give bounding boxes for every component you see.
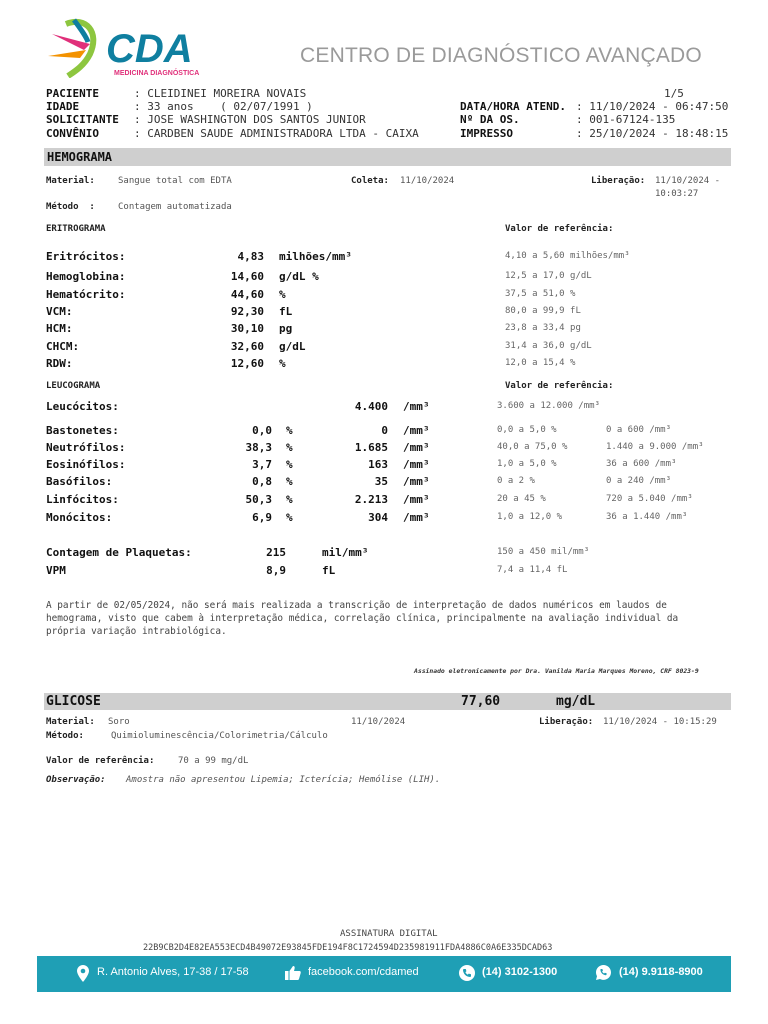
material-label: Material: xyxy=(46,176,95,186)
glicose-liberacao-value: 11/10/2024 - 10:15:29 xyxy=(603,717,717,727)
glicose-obs-value: Amostra não apresentou Lipemia; Icterícia; Hemólise (LIH). xyxy=(126,775,441,785)
leuco-row-pct-unit: % xyxy=(286,441,293,454)
impresso-value: : 25/10/2024 - 18:48:15 xyxy=(576,127,729,140)
vpm-value: 8,9 xyxy=(266,564,286,577)
leuco-row-ref-abs: 36 a 1.440 /mm³ xyxy=(606,512,688,522)
leuco-row-pct: 50,3 xyxy=(245,493,272,506)
leuco-row-pct: 6,9 xyxy=(252,511,272,524)
leucocitos-label: Leucócitos: xyxy=(46,400,119,413)
eritro-row-ref: 23,8 a 33,4 pg xyxy=(505,323,581,333)
glicose-material-value: Soro xyxy=(108,717,130,727)
convenio-value: : CARDBEN SAUDE ADMINISTRADORA LTDA - CAIXA xyxy=(134,127,419,140)
leuco-row-ref-abs: 1.440 a 9.000 /mm³ xyxy=(606,442,704,452)
eritro-ref-title: Valor de referência: xyxy=(505,224,614,234)
leuco-row-abs: 163 xyxy=(368,458,388,471)
coleta-label: Coleta: xyxy=(351,176,389,186)
leucocitos-unit: /mm³ xyxy=(403,400,430,413)
leuco-row-pct: 3,7 xyxy=(252,458,272,471)
glicose-metodo-value: Quimioluminescência/Colorimetria/Cálculo xyxy=(111,731,328,741)
footer-phone[interactable]: (14) 3102-1300 xyxy=(482,966,558,978)
data-atend-label: DATA/HORA ATEND. xyxy=(460,100,566,113)
eritro-row-ref: 37,5 a 51,0 % xyxy=(505,289,576,299)
idade-label: IDADE xyxy=(46,100,80,113)
os-label: Nº DA OS. xyxy=(460,113,520,126)
leuco-row-pct-unit: % xyxy=(286,424,293,437)
glicose-unit: mg/dL xyxy=(556,694,596,709)
impresso-label: IMPRESSO xyxy=(460,127,513,140)
eritro-row-ref: 12,5 a 17,0 g/dL xyxy=(505,271,592,281)
eritro-row-unit: milhões/mm³ xyxy=(279,250,352,263)
leuco-row-label: Eosinófilos: xyxy=(46,458,126,471)
eritro-row-value: 14,60 xyxy=(230,270,264,283)
glicose-obs-label: Observação: xyxy=(46,775,106,785)
footer-whatsapp[interactable]: (14) 9.9118-8900 xyxy=(619,966,703,978)
leuco-row-pct-unit: % xyxy=(286,511,293,524)
leucograma-title: LEUCOGRAMA xyxy=(46,381,101,391)
leuco-row-pct-unit: % xyxy=(286,493,293,506)
leuco-row-label: Monócitos: xyxy=(46,511,113,524)
leuco-row-unit: /mm³ xyxy=(403,441,430,454)
leuco-row-abs: 35 xyxy=(374,475,388,488)
eritro-row-ref: 31,4 a 36,0 g/dL xyxy=(505,341,592,351)
leucocitos-ref: 3.600 a 12.000 /mm³ xyxy=(497,401,600,411)
glicose-ref-value: 70 a 99 mg/dL xyxy=(178,756,249,766)
eritro-row-ref: 80,0 a 99,9 fL xyxy=(505,306,581,316)
eritrograma-title: ERITROGRAMA xyxy=(46,224,106,234)
lab-title: CENTRO DE DIAGNÓSTICO AVANÇADO xyxy=(300,44,702,67)
solicitante-label: SOLICITANTE xyxy=(46,113,119,126)
leuco-row-ref-pct: 0 a 2 % xyxy=(497,476,535,486)
leuco-row-ref-pct: 20 a 45 % xyxy=(497,494,546,504)
leuco-row-label: Linfócitos: xyxy=(46,493,119,506)
metodo-label: Método : xyxy=(46,202,95,212)
footer-facebook[interactable]: facebook.com/cdamed xyxy=(308,966,419,978)
eritro-row-label: CHCM: xyxy=(46,340,80,353)
eritro-row-value: 4,83 xyxy=(237,250,264,263)
glicose-material-label: Material: xyxy=(46,717,95,727)
leuco-row-ref-abs: 720 a 5.040 /mm³ xyxy=(606,494,693,504)
glicose-coleta-value: 11/10/2024 xyxy=(351,717,406,727)
data-atend-value: : 11/10/2024 - 06:47:50 xyxy=(576,100,729,113)
eritro-row-value: 30,10 xyxy=(230,322,264,335)
thumbs-up-icon xyxy=(285,966,301,980)
hemograma-title: HEMOGRAMA xyxy=(47,150,113,164)
leuco-row-unit: /mm³ xyxy=(403,493,430,506)
liberacao-value-time: 10:03:27 xyxy=(655,189,699,199)
leuco-row-ref-abs: 0 a 240 /mm³ xyxy=(606,476,672,486)
eritro-row-value: 44,60 xyxy=(230,288,264,301)
eritro-row-ref: 12,0 a 15,4 % xyxy=(505,358,576,368)
eritro-row-label: HCM: xyxy=(46,322,73,335)
leuco-row-abs: 2.213 xyxy=(354,493,388,506)
electronic-signature: Assinado eletronicamente por Dra. Vanilda Maria Marques Moreno, CRF 8023-9 xyxy=(414,667,699,675)
leuco-row-pct-unit: % xyxy=(286,458,293,471)
eritro-row-unit: % xyxy=(279,288,286,301)
location-pin-icon xyxy=(77,965,89,982)
leuco-row-ref-pct: 1,0 a 5,0 % xyxy=(497,459,557,469)
leuco-row-unit: /mm³ xyxy=(403,475,430,488)
plaquetas-label: Contagem de Plaquetas: xyxy=(46,546,192,559)
eritro-row-unit: fL xyxy=(279,305,293,318)
solicitante-value: : JOSE WASHINGTON DOS SANTOS JUNIOR xyxy=(134,113,366,126)
leuco-row-pct: 0,0 xyxy=(252,424,272,437)
leucocitos-value: 4.400 xyxy=(354,400,388,413)
plaquetas-ref: 150 a 450 mil/mm³ xyxy=(497,547,590,557)
digital-signature-hash: 22B9CB2D4E82EA553ECD4B49072E93845FDE194F8C1724594D235981911FDA4886C0A6E335DCAD63 xyxy=(143,943,553,953)
eritro-row-label: Hematócrito: xyxy=(46,288,126,301)
page-number: 1/5 xyxy=(664,87,684,100)
digital-signature-title: ASSINATURA DIGITAL xyxy=(340,929,438,939)
leuco-ref-title: Valor de referência: xyxy=(505,381,614,391)
footer-address: R. Antonio Alves, 17-38 / 17-58 xyxy=(97,966,249,978)
leuco-row-label: Bastonetes: xyxy=(46,424,119,437)
eritro-row-label: VCM: xyxy=(46,305,73,318)
leuco-row-pct-unit: % xyxy=(286,475,293,488)
coleta-value: 11/10/2024 xyxy=(400,176,455,186)
glicose-metodo-label: Método: xyxy=(46,731,84,741)
whatsapp-icon xyxy=(595,964,612,981)
paciente-label: PACIENTE xyxy=(46,87,99,100)
plaquetas-unit: mil/mm³ xyxy=(322,546,369,559)
eritro-row-label: Hemoglobina: xyxy=(46,270,126,283)
logo-text: CDA xyxy=(106,27,193,71)
metodo-value: Contagem automatizada xyxy=(118,202,232,212)
leuco-row-ref-abs: 0 a 600 /mm³ xyxy=(606,425,672,435)
paciente-value: : CLEIDINEI MOREIRA NOVAIS xyxy=(134,87,307,100)
os-value: : 001-67124-135 xyxy=(576,113,676,126)
eritro-row-label: RDW: xyxy=(46,357,73,370)
eritro-row-unit: g/dL % xyxy=(279,270,319,283)
leuco-row-label: Neutrófilos: xyxy=(46,441,126,454)
eritro-row-unit: pg xyxy=(279,322,293,335)
leuco-row-ref-pct: 0,0 a 5,0 % xyxy=(497,425,557,435)
cda-logo xyxy=(46,14,216,78)
glicose-liberacao-label: Liberação: xyxy=(539,717,594,727)
liberacao-value-date: 11/10/2024 - xyxy=(655,176,721,186)
leuco-row-abs: 0 xyxy=(381,424,388,437)
leuco-row-pct: 0,8 xyxy=(252,475,272,488)
footer-contact-band xyxy=(37,956,731,992)
eritro-row-unit: g/dL xyxy=(279,340,306,353)
leuco-row-ref-pct: 1,0 a 12,0 % xyxy=(497,512,563,522)
leuco-row-abs: 1.685 xyxy=(354,441,388,454)
plaquetas-value: 215 xyxy=(266,546,286,559)
note-line-2: hemograma, visto que cabem à interpretação médica, correlação clínica, principalmente na avaliação individual da xyxy=(46,613,679,624)
hemograma-title-bar xyxy=(44,148,731,166)
eritro-row-unit: % xyxy=(279,357,286,370)
eritro-row-value: 12,60 xyxy=(230,357,264,370)
convenio-label: CONVÊNIO xyxy=(46,127,99,140)
vpm-ref: 7,4 a 11,4 fL xyxy=(497,565,568,575)
glicose-ref-label: Valor de referência: xyxy=(46,756,155,766)
material-value: Sangue total com EDTA xyxy=(118,176,232,186)
eritro-row-value: 32,60 xyxy=(230,340,264,353)
leuco-row-abs: 304 xyxy=(368,511,388,524)
note-line-3: própria variação intrabiológica. xyxy=(46,626,227,637)
vpm-unit: fL xyxy=(322,564,336,577)
idade-value: : 33 anos ( 02/07/1991 ) xyxy=(134,100,313,113)
leuco-row-ref-abs: 36 a 600 /mm³ xyxy=(606,459,677,469)
leuco-row-unit: /mm³ xyxy=(403,458,430,471)
glicose-title-bar xyxy=(44,693,731,710)
logo-subtitle: MEDICINA DIAGNÓSTICA xyxy=(114,70,200,77)
liberacao-label: Liberação: xyxy=(591,176,646,186)
vpm-label: VPM xyxy=(46,564,66,577)
phone-icon xyxy=(459,965,475,981)
leuco-row-label: Basófilos: xyxy=(46,475,113,488)
glicose-value: 77,60 xyxy=(461,694,501,709)
eritro-row-ref: 4,10 a 5,60 milhões/mm³ xyxy=(505,251,630,261)
eritro-row-label: Eritrócitos: xyxy=(46,250,126,263)
leuco-row-unit: /mm³ xyxy=(403,424,430,437)
note-line-1: A partir de 02/05/2024, não será mais realizada a transcrição de interpretação de dados numéricos em laudos de xyxy=(46,600,667,611)
leuco-row-ref-pct: 40,0 a 75,0 % xyxy=(497,442,568,452)
glicose-title: GLICOSE xyxy=(46,694,101,709)
leuco-row-unit: /mm³ xyxy=(403,511,430,524)
eritro-row-value: 92,30 xyxy=(230,305,264,318)
leuco-row-pct: 38,3 xyxy=(245,441,272,454)
